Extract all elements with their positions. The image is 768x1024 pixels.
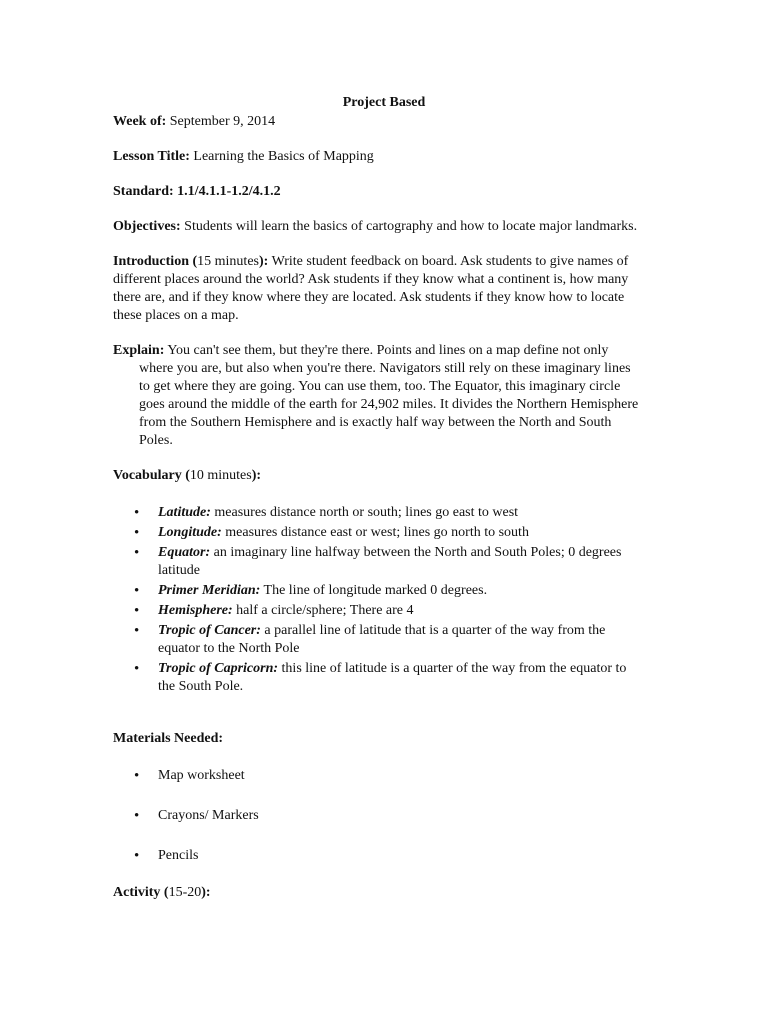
vocabulary-label-end: ): — [251, 468, 262, 483]
vocabulary-item-prime-meridian — [113, 582, 643, 600]
activity-label-end: ): — [201, 885, 211, 900]
week-of-line — [113, 113, 643, 131]
objectives-text: Students will learn the basics of cartography and how to locate major landmarks. — [180, 219, 638, 234]
activity-label: Activity ( — [113, 885, 169, 900]
materials-item: • Pencils — [113, 847, 643, 865]
vocabulary-list — [113, 504, 643, 696]
explain-paragraph — [113, 342, 643, 450]
lesson-plan — [113, 94, 643, 902]
activity-duration: 15-20 — [168, 885, 202, 900]
materials-heading — [113, 730, 643, 748]
vocabulary-term: Equator: — [158, 545, 211, 560]
lesson-title-value: Learning the Basics of Mapping — [189, 149, 374, 164]
vocabulary-definition: a parallel line of latitude that is a quarter of the way from the equator to the North Pole — [158, 623, 606, 656]
vocabulary-definition: The line of longitude marked 0 degrees. — [260, 583, 488, 598]
materials-item: • Map worksheet — [113, 767, 643, 785]
introduction-duration: 15 minutes — [197, 254, 259, 269]
objectives-paragraph — [113, 218, 643, 236]
lesson-title-line — [113, 148, 643, 166]
vocabulary-item-latitude — [113, 504, 643, 522]
week-of-label: Week of: — [113, 114, 167, 129]
vocabulary-item-tropic-of-capricorn — [113, 660, 643, 696]
vocabulary-item-longitude — [113, 524, 643, 542]
vocabulary-term: Hemisphere: — [158, 603, 233, 618]
vocabulary-item-hemisphere — [113, 602, 643, 620]
materials-item: • Crayons/ Markers — [113, 807, 643, 825]
standard-label: Standard: 1.1/4.1.1-1.2/4.1.2 — [113, 184, 281, 199]
vocabulary-item-tropic-of-cancer — [113, 622, 643, 658]
vocabulary-term: Primer Meridian: — [158, 583, 261, 598]
standard-line — [113, 183, 643, 201]
vocabulary-definition: half a circle/sphere; There are 4 — [232, 603, 414, 618]
vocabulary-definition: measures distance east or west; lines go north to south — [221, 525, 529, 540]
vocabulary-term: Latitude: — [158, 505, 211, 520]
vocabulary-term: Tropic of Capricorn: — [158, 661, 279, 676]
introduction-label-end: ): — [259, 254, 269, 269]
lesson-title-label: Lesson Title: — [113, 149, 190, 164]
introduction-paragraph — [113, 253, 643, 325]
vocabulary-term: Longitude: — [158, 525, 222, 540]
materials-list — [113, 767, 643, 865]
vocabulary-item-equator — [113, 544, 643, 580]
week-of-value: September 9, 2014 — [166, 114, 276, 129]
explain-text: You can't see them, but they're there. Points and lines on a map define not only where you are, but also when you're there. Navigators still rely on these imaginary lines to get where they are going. You can use them, too. The Equator, this imaginary circle goes around the middle of the earth for 24,902 miles. It divides the Northern Hemisphere from the Southern Hemisphere and is exactly half way between the North and South Poles. — [139, 343, 639, 448]
vocabulary-definition: this line of latitude is a quarter of the way from the equator to the South Pole. — [158, 661, 627, 694]
introduction-text: Write student feedback on board. Ask students to give names of different places around the world? Ask students if they know what a continent is, how many there are, and if they know where they are located. Ask students if they know how to locate these places on a map. — [113, 254, 629, 323]
vocabulary-term: Tropic of Cancer: — [158, 623, 261, 638]
explain-label: Explain: — [113, 343, 165, 358]
vocabulary-duration: 10 minutes — [189, 468, 252, 483]
vocabulary-definition: measures distance north or south; lines go east to west — [210, 505, 519, 520]
materials-label: Materials Needed: — [113, 731, 224, 746]
objectives-label: Objectives: — [113, 219, 181, 234]
page-title: Project Based — [342, 95, 426, 110]
vocabulary-heading — [113, 467, 643, 485]
vocabulary-definition: an imaginary line halfway between the North and South Poles; 0 degrees latitude — [158, 545, 622, 578]
introduction-label: Introduction ( — [113, 254, 198, 269]
vocabulary-label: Vocabulary ( — [113, 468, 190, 483]
activity-heading — [113, 884, 643, 902]
